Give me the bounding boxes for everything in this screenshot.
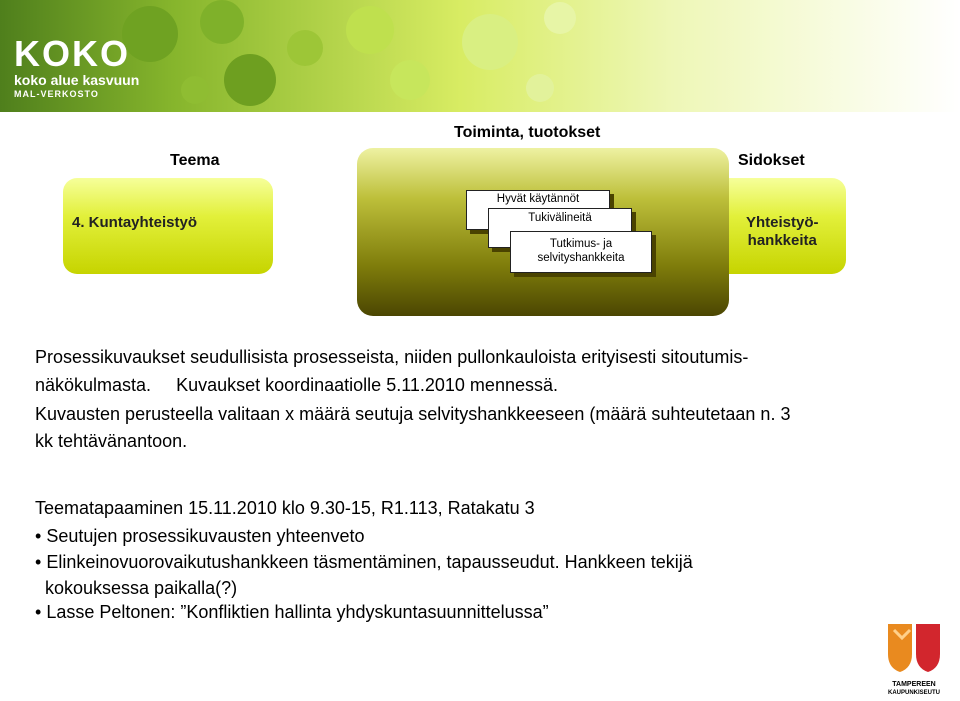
tools-label: Tukivälineitä xyxy=(528,212,592,224)
links-line1: Yhteistyö- xyxy=(746,214,819,231)
logo-line1: TAMPEREEN xyxy=(892,681,936,688)
paragraph-line-1: Prosessikuvaukset seudullisista prosesseista, niiden pullonkauloista erityisesti sitoutumis- xyxy=(35,347,749,367)
meeting-item-text: Elinkeinovuorovaikutushankkeen täsmentäminen, tapausseudut. Hankkeen tekijä xyxy=(46,552,693,572)
tampere-emblem-icon xyxy=(882,620,946,676)
header-banner xyxy=(0,0,960,112)
header-toiminta: Toiminta, tuotokset xyxy=(454,124,601,141)
research-line2: selvityshankkeita xyxy=(537,252,625,264)
research-box xyxy=(510,231,652,273)
logo-tagline: koko alue kasvuun xyxy=(14,72,140,88)
bullet-icon: • xyxy=(35,552,47,572)
meeting-item xyxy=(35,599,549,626)
research-line1: Tutkimus- ja xyxy=(549,238,613,250)
meeting-item xyxy=(35,523,365,550)
meeting-title: Teematapaaminen 15.11.2010 klo 9.30-15, R1.113, Ratakatu 3 xyxy=(35,498,535,518)
header-sidokset: Sidokset xyxy=(738,152,805,169)
header-teema: Teema xyxy=(170,152,220,169)
bullet-icon: • xyxy=(35,526,47,546)
paragraph-line-3: Kuvausten perusteella valitaan x määrä seutuja selvityshankkeeseen (määrä suhteutetaan n. 3 xyxy=(35,404,791,424)
meeting-item-text: Seutujen prosessikuvausten yhteenveto xyxy=(46,526,365,546)
theme-label: 4. Kuntayhteistyö xyxy=(72,214,198,231)
tampere-region-logo xyxy=(882,620,946,696)
bubbles-graphic xyxy=(100,0,600,112)
paragraph-line-2: näkökulmasta. Kuvaukset koordinaatiolle 5.11.2010 mennessä. xyxy=(35,375,558,395)
practices-label: Hyvät käytännöt xyxy=(496,193,580,205)
meeting-item-text: Lasse Peltonen: ”Konfliktien hallinta yhdyskuntasuunnittelussa” xyxy=(46,602,549,622)
bullet-icon: • xyxy=(35,602,47,622)
links-label xyxy=(746,214,819,250)
koko-logo xyxy=(14,33,140,100)
logo-network: MAL-VERKOSTO xyxy=(14,89,99,99)
logo-name: KOKO xyxy=(14,33,130,74)
logo-line2: KAUPUNKISEUTU xyxy=(887,690,940,696)
meeting-item-continued: kokouksessa paikalla(?) xyxy=(45,578,238,598)
paragraph-line-4: kk tehtävänantoon. xyxy=(35,431,188,451)
links-line2: hankkeita xyxy=(747,232,817,249)
meeting-item xyxy=(35,549,693,576)
